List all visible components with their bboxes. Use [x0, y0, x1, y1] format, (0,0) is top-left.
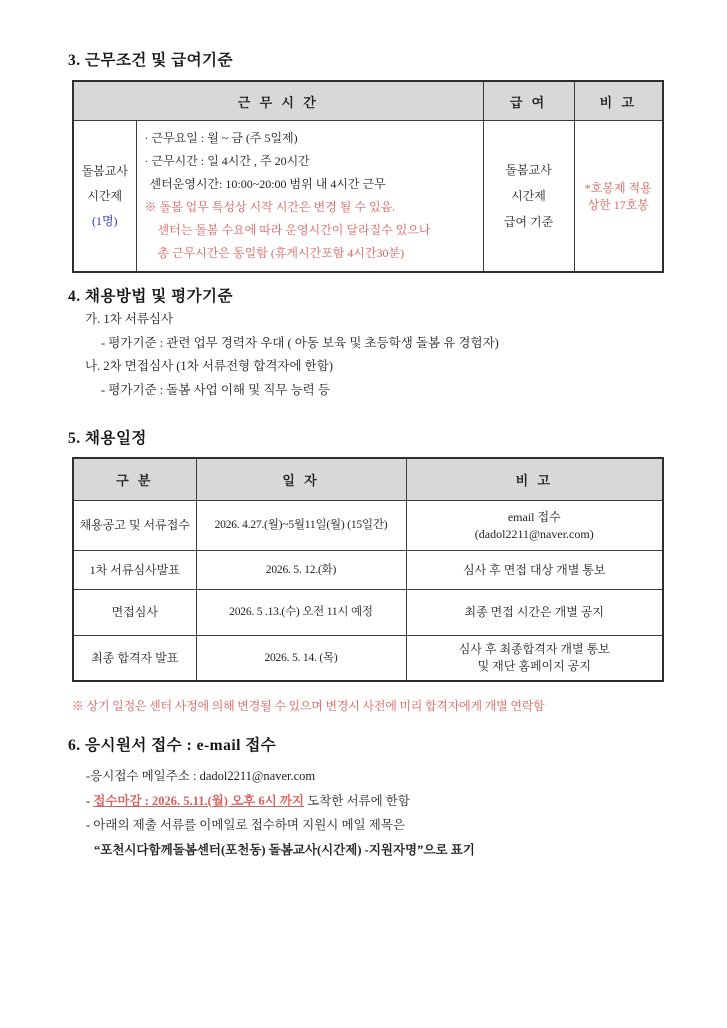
deadline-highlight: 접수마감 : 2026. 5.11.(월) 오후 6시 까지 [93, 793, 304, 808]
header-worktime: 근 무 시 간 [73, 81, 483, 121]
cell-date: 2026. 4.27.(월)~5월11일(월) (15일간) [196, 501, 406, 551]
apply-email-line: -응시접수 메일주소 : dadol2211@naver.com [86, 769, 316, 783]
note-line: 상한 17호봉 [587, 198, 649, 212]
cell-pay [483, 121, 574, 273]
position-name-line2: 시간제 [87, 188, 123, 203]
header-category: 구 분 [73, 458, 196, 501]
cell-worktime-detail [136, 121, 483, 273]
cell-category: 면접심사 [73, 590, 196, 636]
section4-body [85, 308, 499, 402]
section3-title: 3. 근무조건 및 급여기준 [68, 52, 234, 69]
section5-title: 5. 채용일정 [68, 430, 147, 447]
position-name-line1: 돌봄교사 [81, 163, 128, 178]
table-row [73, 551, 663, 590]
section6-title: 6. 응시원서 접수 : e-mail 접수 [68, 737, 277, 754]
header-note: 비 고 [574, 81, 663, 121]
note-line: email 접수 [507, 509, 561, 524]
table-row [73, 121, 663, 273]
worktime-caution-line: 총 근무시간은 동일함 (휴게시간포함 4시간30분) [157, 246, 405, 260]
worktime-line: · 근무시간 : 일 4시간 , 주 20시간 [144, 154, 310, 168]
cell-note [406, 636, 663, 682]
cell-category: 최종 합격자 발표 [73, 636, 196, 682]
deadline-rest: 도착한 서류에 한함 [303, 793, 410, 808]
worktime-line: · 근무요일 : 월 ~ 금 (주 5일제) [144, 131, 298, 145]
header-pay: 급 여 [483, 81, 574, 121]
schedule-footnote: ※ 상기 일정은 센터 사정에 의해 변경될 수 있으며 변경시 사전에 미리 합격자에게 개별 연락함 [72, 699, 545, 713]
note-line: 심사 후 최종합격자 개별 통보 [458, 642, 610, 656]
cell-note: 심사 후 면접 대상 개별 통보 [406, 551, 663, 590]
cell-note [574, 121, 663, 273]
worktime-line: 센터운영시간: 10:00~20:00 범위 내 4시간 근무 [149, 177, 386, 191]
table-row [73, 590, 663, 636]
header-date: 일 자 [196, 458, 406, 501]
cell-position-label [73, 121, 136, 273]
header-note: 비 고 [406, 458, 663, 501]
table-row [73, 501, 663, 551]
criteria-line: 가. 1차 서류심사 [85, 312, 174, 326]
table-row [73, 636, 663, 682]
table-header-row [73, 458, 663, 501]
criteria-line: - 평가기준 : 관련 업무 경력자 우대 ( 아동 보육 및 초등학생 돌봄 유 경험자) [101, 335, 499, 350]
cell-date: 2026. 5 .13.(수) 오전 11시 예정 [196, 590, 406, 636]
pay-line: 시간제 [511, 189, 546, 203]
section6-body [86, 764, 475, 862]
cell-note: 최종 면접 시간은 개별 공지 [406, 590, 663, 636]
worktime-caution-line: 센터는 돌봄 수요에 따라 운영시간이 달라질수 있으나 [157, 223, 431, 237]
cell-date: 2026. 5. 12.(화) [196, 551, 406, 590]
deadline-line [86, 789, 475, 814]
cell-category: 채용공고 및 서류접수 [73, 501, 196, 551]
note-line: (dadol2211@naver.com) [474, 526, 594, 541]
cell-note [406, 501, 663, 551]
pay-line: 돌봄교사 [505, 163, 552, 177]
deadline-dash: - [86, 793, 94, 808]
section4-title: 4. 채용방법 및 평가기준 [68, 288, 234, 305]
position-headcount: (1명) [91, 213, 118, 228]
table-header-row [73, 81, 663, 121]
cell-date: 2026. 5. 14. (목) [196, 636, 406, 682]
pay-line: 급여 기준 [503, 215, 554, 229]
cell-category: 1차 서류심사발표 [73, 551, 196, 590]
schedule-table [72, 457, 664, 682]
note-line: *호봉제 적용 [584, 181, 652, 195]
submit-instruction-line: - 아래의 제출 서류를 이메일로 접수하며 지원시 메일 제목은 [86, 818, 405, 832]
criteria-line: - 평가기준 : 돌봄 사업 이해 및 직무 능력 등 [101, 382, 330, 397]
criteria-line: 나. 2차 면접심사 (1차 서류전형 합격자에 한함) [85, 359, 333, 373]
mail-subject-format-line: “포천시다함께돌봄센터(포천동) 돌봄교사(시간제) -지원자명”으로 표기 [94, 842, 475, 857]
worktime-caution-line: ※ 돌봄 업무 특성상 시작 시간은 변경 될 수 있음. [144, 200, 396, 214]
work-conditions-table [72, 80, 664, 273]
note-line: 및 재단 홈페이지 공지 [477, 659, 591, 673]
